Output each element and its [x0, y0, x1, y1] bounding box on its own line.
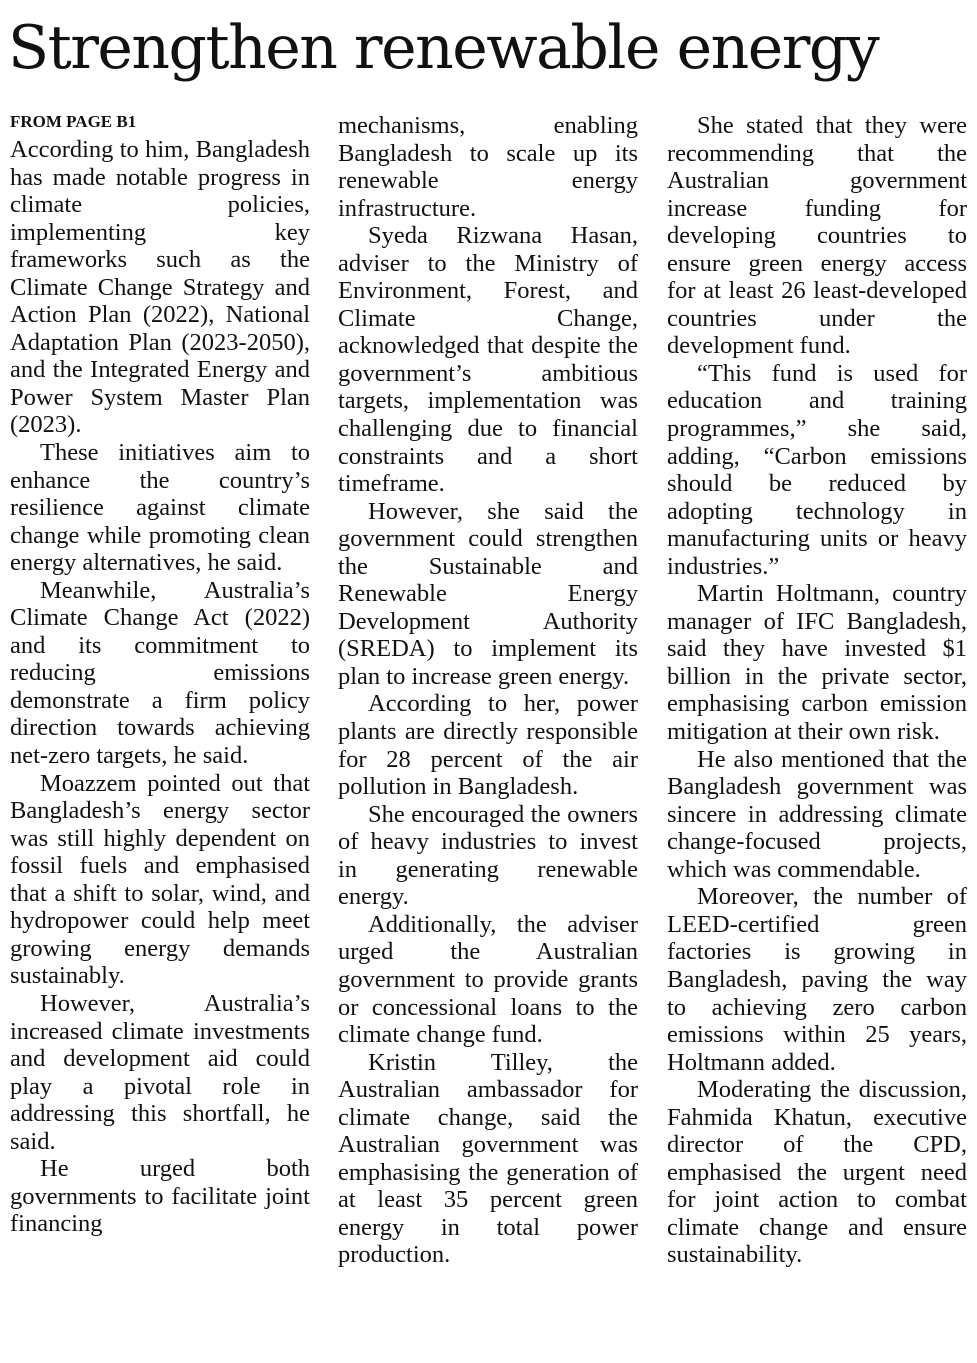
- article-paragraph: Martin Holtmann, country manager of IFC Bangladesh, said they have invested $1 billion in the private sector, emphasising carbon emission mitigation at their own risk.: [667, 580, 967, 746]
- article-paragraph: He also mentioned that the Bangladesh government was sincere in addressing climate change-focused projects, which was commendable.: [667, 745, 967, 883]
- article-paragraph: However, she said the government could strengthen the Sustainable and Renewable Energy Development Authority (SREDA) to implement its plan to increase green energy.: [338, 497, 638, 690]
- article-paragraph: These initiatives aim to enhance the country’s resilience against climate change while promoting clean energy alternatives, he said.: [10, 439, 310, 577]
- article-column-1: [10, 112, 310, 1352]
- article-paragraph: Moreover, the number of LEED-certified green factories is growing in Bangladesh, paving the way to achieving zero carbon emissions within 25 years, Holtmann added.: [667, 883, 967, 1076]
- article-headline: Strengthen renewable energy: [8, 13, 879, 83]
- article-paragraph: She encouraged the owners of heavy industries to invest in generating renewable energy.: [338, 800, 638, 911]
- article-paragraph: Moazzem pointed out that Bangladesh’s energy sector was still highly dependent on fossil fuels and emphasised that a shift to solar, wind, and hydropower could help meet growing energy demands sustainably.: [10, 769, 310, 990]
- article-paragraph: She stated that they were recommending that the Australian government increase funding for developing countries to ensure green energy access for at least 26 least-developed countries under the development fund.: [667, 112, 967, 360]
- continuation-kicker: FROM PAGE B1: [10, 112, 137, 131]
- article-paragraph: Meanwhile, Australia’s Climate Change Act (2022) and its commitment to reducing emissions demonstrate a firm policy direction towards achieving net-zero targets, he said.: [10, 576, 310, 770]
- article-paragraph: However, Australia’s increased climate investments and development aid could play a pivotal role in addressing this shortfall, he said.: [10, 989, 310, 1155]
- article-body: [10, 112, 968, 1352]
- article-paragraph: “This fund is used for education and training programmes,” she said, adding, “Carbon emissions should be reduced by adopting technology in manufacturing units or heavy industries.”: [667, 359, 967, 580]
- article-column-3: [667, 112, 967, 1352]
- article-paragraph: Additionally, the adviser urged the Australian government to provide grants or concessional loans to the climate change fund.: [338, 910, 638, 1049]
- article-paragraph: According to her, power plants are directly responsible for 28 percent of the air pollution in Bangladesh.: [338, 690, 638, 801]
- article-column-2: [338, 112, 638, 1352]
- article-paragraph: Moderating the discussion, Fahmida Khatun, executive director of the CPD, emphasised the urgent need for joint action to combat climate change and ensure sustainability.: [667, 1076, 967, 1269]
- article-paragraph: He urged both governments to facilitate joint financing: [10, 1155, 310, 1238]
- article-paragraph: Syeda Rizwana Hasan, adviser to the Ministry of Environment, Forest, and Climate Change, acknowledged that despite the government’s ambitious targets, implementation was challenging due to financial constraints and a short timeframe.: [338, 222, 638, 498]
- article-paragraph: mechanisms, enabling Bangladesh to scale up its renewable energy infrastructure.: [338, 112, 638, 222]
- article-paragraph: Kristin Tilley, the Australian ambassador for climate change, said the Australian government was emphasising the generation of at least 35 percent green energy in total power production.: [338, 1048, 638, 1269]
- article-paragraph: According to him, Bangladesh has made notable progress in climate policies, implementing key frameworks such as the Climate Change Strategy and Action Plan (2022), National Adaptation Plan (2023-2050), and the Integrated Energy and Power System Master Plan (2023).: [10, 136, 310, 439]
